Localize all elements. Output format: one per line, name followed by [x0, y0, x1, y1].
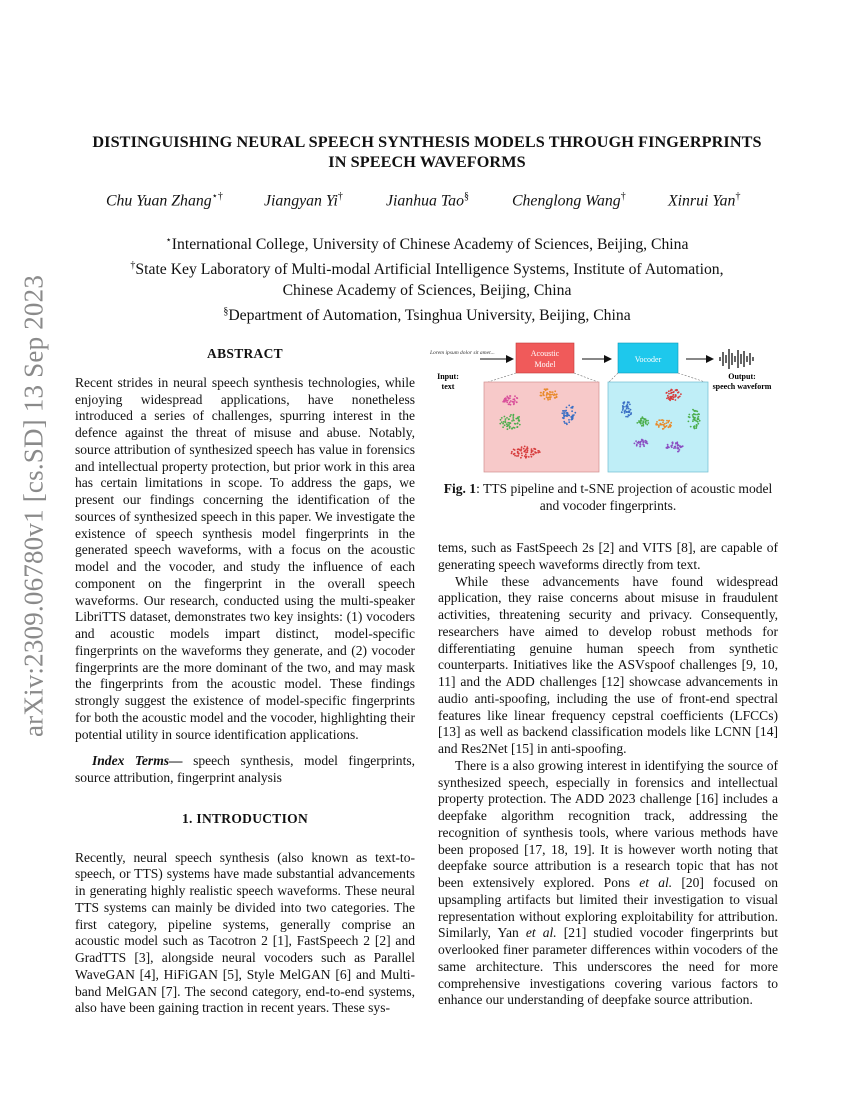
tsne-point: [668, 393, 670, 395]
tsne-point: [504, 424, 506, 426]
tsne-point: [666, 398, 668, 400]
tsne-point: [670, 422, 672, 424]
tsne-point: [689, 416, 691, 418]
tsne-point: [626, 411, 628, 413]
tsne-point: [648, 422, 650, 424]
tsne-point: [501, 421, 503, 423]
figure-1-caption: [438, 480, 778, 514]
tsne-point: [693, 410, 695, 412]
tsne-point: [693, 419, 695, 421]
tsne-point: [518, 420, 520, 422]
tsne-point: [502, 401, 504, 403]
tsne-point: [518, 453, 520, 455]
tsne-point: [504, 416, 506, 418]
tsne-point: [643, 418, 645, 420]
tsne-point: [568, 419, 570, 421]
tsne-point: [509, 402, 511, 404]
tsne-point: [526, 446, 528, 448]
tsne-point: [518, 416, 520, 418]
tsne-point: [676, 389, 678, 391]
tsne-point: [672, 441, 674, 443]
tsne-point: [561, 412, 563, 414]
tsne-point: [524, 455, 526, 457]
tsne-point: [671, 446, 673, 448]
tsne-point: [678, 391, 680, 393]
tsne-point: [638, 420, 640, 422]
tsne-point: [519, 424, 521, 426]
tsne-point: [621, 411, 623, 413]
tsne-point: [666, 392, 668, 394]
tsne-point: [646, 441, 648, 443]
abstract-section: [75, 346, 415, 1017]
tsne-point: [667, 395, 669, 397]
tsne-point: [531, 451, 533, 453]
tsne-point: [538, 450, 540, 452]
tsne-point: [677, 448, 679, 450]
tsne-point: [513, 453, 515, 455]
tsne-point: [527, 450, 529, 452]
tsne-point: [636, 422, 638, 424]
affiliations: [70, 230, 784, 327]
tsne-point: [675, 395, 677, 397]
tsne-point: [542, 392, 544, 394]
tsne-point: [513, 420, 515, 422]
tsne-point: [521, 446, 523, 448]
tsne-point: [546, 392, 548, 394]
tsne-point: [625, 405, 627, 407]
tsne-point: [670, 392, 672, 394]
figure-output-label-2: speech waveform: [712, 382, 772, 391]
author-4: Chenglong Wang†: [512, 191, 626, 210]
tsne-point: [688, 414, 690, 416]
tsne-point: [499, 423, 501, 425]
tsne-point: [680, 445, 682, 447]
tsne-point: [514, 427, 516, 429]
tsne-point: [635, 440, 637, 442]
intro-heading: 1. INTRODUCTION: [181, 810, 308, 826]
tsne-point: [514, 398, 516, 400]
tsne-point: [531, 456, 533, 458]
affiliation-1: ⋆International College, University of Chinese Academy of Sciences, Beijing, China: [165, 235, 689, 254]
tsne-point: [624, 409, 626, 411]
tsne-point: [688, 421, 690, 423]
tsne-point: [627, 416, 629, 418]
tsne-point: [694, 420, 696, 422]
tsne-point: [504, 400, 506, 402]
tsne-point: [544, 398, 546, 400]
tsne-point: [666, 422, 668, 424]
affiliation-2-cont: Chinese Academy of Sciences, Beijing, China: [282, 282, 572, 300]
index-terms: [75, 753, 415, 787]
tsne-point: [697, 423, 699, 425]
tsne-point: [507, 428, 509, 430]
tsne-point: [512, 415, 514, 417]
tsne-point: [677, 397, 679, 399]
index-terms-text: speech synthesis, model fingerprints, source attribution, fingerprint analysis: [75, 753, 415, 785]
tsne-point: [507, 425, 509, 427]
tsne-point: [547, 399, 549, 401]
tsne-point: [642, 420, 644, 422]
tsne-point: [553, 395, 555, 397]
figure-output-label-1: Output:: [728, 372, 756, 381]
tsne-point: [554, 397, 556, 399]
tsne-point: [668, 426, 670, 428]
tsne-point: [678, 445, 680, 447]
tsne-point: [526, 456, 528, 458]
tsne-point: [524, 450, 526, 452]
tsne-point: [698, 416, 700, 418]
tsne-point: [547, 388, 549, 390]
tsne-point: [666, 447, 668, 449]
tsne-point: [675, 399, 677, 401]
author-5: Xinrui Yan†: [668, 191, 741, 210]
tsne-point: [520, 448, 522, 450]
tsne-point: [628, 412, 630, 414]
tsne-point: [533, 448, 535, 450]
tsne-point: [671, 389, 673, 391]
tsne-point: [643, 445, 645, 447]
tsne-point: [624, 412, 626, 414]
abstract-body: Recent strides in neural speech synthesis technologies, while enjoying widespread applications, have nonetheless introduced a series of challenges, spurring interest in the defence against the threat of misuse and abuse. Notably, source attribution of synthesized speech has value in forensics and intellectual property protection, but prior work in this area has certain limitations in scope. To address the gaps, we present our findings concerning the identification of the sources of synthesized speech in this paper. We investigate the existence of speech synthesis model fingerprints in the generated speech waveforms, with a focus on the acoustic model and the vocoder, and study the influence of each component on the fingerprint in the overall speech waveforms. Our research, conducted using the multi-speaker LibriTTS dataset, demonstrates two key insights: (1) vocoders and acoustic models impart distinct, model-specific fingerprints on the waveforms they generate, and (2) vocoder fingerprints are the more dominant of the two, and may mask the fingerprints from the acoustic model. These findings strongly suggest the existence of model-specific fingerprints for both the acoustic model and the vocoder, highlighting their potential utility in source identification applications.: [75, 374, 415, 742]
tsne-point: [682, 445, 684, 447]
tsne-point: [512, 416, 514, 418]
tsne-point: [639, 442, 641, 444]
tsne-point: [501, 417, 503, 419]
author-list: [70, 191, 784, 215]
tsne-point: [680, 393, 682, 395]
title-line-2: IN SPEECH WAVEFORMS: [328, 152, 526, 171]
tsne-point: [509, 422, 511, 424]
tsne-point: [690, 426, 692, 428]
tsne-point: [550, 396, 552, 398]
tsne-point: [630, 412, 632, 414]
tsne-point: [697, 418, 699, 420]
tsne-point: [574, 412, 576, 414]
figure-input-text: Lorem ipsum dolor sit amet...: [430, 350, 495, 356]
tsne-point: [623, 403, 625, 405]
caption-text: : TTS pipeline and t-SNE projection of acoustic model and vocoder fingerprints.: [476, 481, 773, 513]
tsne-point: [626, 403, 628, 405]
tsne-point: [658, 419, 660, 421]
tsne-point: [520, 450, 522, 452]
tsne-point: [521, 455, 523, 457]
tsne-point: [568, 405, 570, 407]
tsne-point: [523, 448, 525, 450]
tsne-point: [623, 406, 625, 408]
tsne-point: [502, 426, 504, 428]
tsne-point: [552, 391, 554, 393]
tsne-point: [504, 420, 506, 422]
tsne-point: [660, 419, 662, 421]
tsne-point: [695, 410, 697, 412]
paper-title: [70, 133, 784, 172]
tsne-point: [646, 424, 648, 426]
tsne-point: [565, 410, 567, 412]
tsne-point: [532, 450, 534, 452]
tsne-point: [627, 401, 629, 403]
tsne-point: [563, 414, 565, 416]
tsne-point: [672, 396, 674, 398]
tsne-point: [640, 423, 642, 425]
tsne-point: [566, 414, 568, 416]
tsne-point: [570, 416, 572, 418]
tsne-point: [647, 443, 649, 445]
tsne-point: [531, 448, 533, 450]
tsne-point: [571, 410, 573, 412]
acoustic-model-label-2: Model: [534, 360, 556, 369]
tsne-point: [626, 408, 628, 410]
tsne-point: [659, 424, 661, 426]
tsne-point: [568, 421, 570, 423]
tsne-point: [511, 427, 513, 429]
tts-pipeline-diagram: [428, 338, 788, 478]
tsne-point: [508, 403, 510, 405]
waveform-icon: [720, 349, 753, 369]
tsne-point: [556, 396, 558, 398]
tsne-point: [645, 422, 647, 424]
tsne-point: [540, 395, 542, 397]
tsne-point: [699, 420, 701, 422]
tsne-point: [525, 454, 527, 456]
affiliation-2: †State Key Laboratory of Multi-modal Artificial Intelligence Systems, Institute of Automation,: [130, 260, 724, 279]
tsne-point: [566, 412, 568, 414]
tsne-point: [634, 443, 636, 445]
tsne-point: [526, 451, 528, 453]
tsne-point: [629, 404, 631, 406]
tsne-point: [516, 426, 518, 428]
tsne-point: [563, 416, 565, 418]
tsne-point: [673, 391, 675, 393]
tsne-point: [624, 401, 626, 403]
tsne-point: [505, 397, 507, 399]
tsne-point: [506, 396, 508, 398]
tsne-point: [658, 426, 660, 428]
tsne-point: [630, 409, 632, 411]
tsne-point: [543, 395, 545, 397]
tsne-point: [505, 418, 507, 420]
tsne-point: [628, 415, 630, 417]
tsne-point: [656, 421, 658, 423]
tsne-point: [666, 425, 668, 427]
tsne-point: [514, 400, 516, 402]
tsne-point: [535, 452, 537, 454]
tsne-point: [549, 399, 551, 401]
tsne-point: [511, 420, 513, 422]
tsne-point: [521, 452, 523, 454]
tsne-point: [664, 426, 666, 428]
tsne-point: [697, 421, 699, 423]
tsne-point: [510, 400, 512, 402]
tsne-point: [640, 420, 642, 422]
author-3: Jianhua Tao§: [386, 191, 469, 210]
tsne-point: [548, 393, 550, 395]
tsne-point: [554, 390, 556, 392]
tsne-point: [537, 452, 539, 454]
tsne-point: [641, 440, 643, 442]
abstract-heading: ABSTRACT: [207, 346, 283, 361]
tsne-point: [563, 418, 565, 420]
tsne-point: [509, 427, 511, 429]
tsne-point: [508, 418, 510, 420]
figure-input-label-2: text: [441, 382, 455, 391]
tsne-point: [509, 395, 511, 397]
figure-input-label-1: Input:: [437, 372, 459, 381]
tsne-point: [507, 400, 509, 402]
tsne-point: [514, 455, 516, 457]
tsne-point: [694, 417, 696, 419]
tsne-point: [514, 423, 516, 425]
tsne-point: [549, 391, 551, 393]
tsne-point: [509, 416, 511, 418]
tsne-point: [625, 416, 627, 418]
tsne-point: [643, 441, 645, 443]
tsne-point: [517, 451, 519, 453]
tsne-point: [524, 446, 526, 448]
tsne-point: [677, 451, 679, 453]
tsne-point: [517, 422, 519, 424]
tsne-point: [506, 417, 508, 419]
tsne-point: [666, 420, 668, 422]
tsne-point: [564, 422, 566, 424]
right-paragraph-2: There is a also growing interest in identifying the source of synthesized speech, especially in forensics and intellectual property protection. The ADD 2023 challenge [16] includes a deepfake algorithm recognition track, addressing the recognition of synthesis tools, where various methods have been proposed [17, 18, 19]. It is however worth noting that deepfake source attribution is a research topic that has not been extensively explored. Pons et al. [20] focused on upsampling artifacts but limited their investigation to visual representation without exploring exploitability for attribution. Similarly, Yan et al. [21] studied vocoder fingerprints but overlooked finer parameter differences within vocoders of the same architecture. This underscores the need for more comprehensive investigations covering various factors to enhance our understanding of deepfake source attribution.: [438, 757, 779, 1008]
tsne-point: [663, 420, 665, 422]
intro-paragraph-1: Recently, neural speech synthesis (also known as text-to-speech, or TTS) systems have made substantial advancements in generating highly realistic speech waveforms. These neural TTS systems can mainly be divided into two categories. The first category, pipeline systems, generally comprise an acoustic model such as Tacotron 2 [1], FastSpeech 2 [2] and GradTTS [3], alongside neural vocoders such as Parallel WaveGAN [4], HiFiGAN [5], Style MelGAN [6] and Multi-band MelGAN [7]. The second category, end-to-end systems, also have been gaining traction in recent years. These sys-: [75, 849, 415, 1016]
tsne-point: [528, 456, 530, 458]
tsne-point: [669, 426, 671, 428]
tsne-point: [545, 390, 547, 392]
tsne-point: [527, 448, 529, 450]
tsne-point: [540, 392, 542, 394]
tsne-point: [674, 446, 676, 448]
tsne-point: [520, 457, 522, 459]
tsne-point: [562, 410, 564, 412]
tsne-point: [663, 424, 665, 426]
author-2: Jiangyan Yi†: [264, 191, 343, 210]
tsne-point: [516, 397, 518, 399]
author-1: Chu Yuan Zhang⋆†: [106, 191, 223, 210]
right-paragraph-1: While these advancements have found widespread application, they raise concerns about misuse in fraudulent activities, threatening security and privacy. Consequently, researchers have aimed to develop robust methods for differentiating genuine human speech from synthetic counterparts. Initiatives like the ASVspoof challenges [9, 10, 11] and the ADD challenges [12] showcase advancements in audio anti-spoofing, including the use of front-end spectral features like linear frequency cepstral coefficients (LFCCs) [13] as well as backend classification models like LCNN [14] and Res2Net [15] in anti-spoofing.: [438, 573, 778, 756]
tsne-point: [514, 395, 516, 397]
tsne-point: [636, 445, 638, 447]
tsne-point: [568, 415, 570, 417]
index-terms-label: Index Terms—: [92, 753, 183, 769]
acoustic-model-label-1: Acoustic: [530, 349, 560, 358]
tsne-point: [663, 428, 665, 430]
tsne-point: [642, 424, 644, 426]
tsne-point: [572, 407, 574, 409]
arxiv-identifier[interactable]: arXiv:2309.06780v1 [cs.SD] 13 Sep 2023: [18, 274, 49, 738]
tsne-point: [669, 424, 671, 426]
tsne-point: [647, 420, 649, 422]
tsne-point: [502, 423, 504, 425]
tsne-point: [622, 408, 624, 410]
tsne-point: [511, 453, 513, 455]
tsne-point: [513, 403, 515, 405]
tsne-point: [518, 448, 520, 450]
tsne-point: [503, 421, 505, 423]
tsne-point: [668, 420, 670, 422]
vocoder-label: Vocoder: [634, 355, 662, 364]
tsne-point: [628, 408, 630, 410]
tsne-point: [550, 394, 552, 396]
tsne-point: [667, 444, 669, 446]
tsne-point: [698, 413, 700, 415]
caption-label: Fig. 1: [443, 481, 477, 496]
tsne-point: [639, 446, 641, 448]
tsne-point: [533, 453, 535, 455]
affiliation-3: §Department of Automation, Tsinghua University, Beijing, China: [223, 306, 631, 325]
tsne-point: [500, 419, 502, 421]
tsne-point: [668, 398, 670, 400]
tsne-point: [668, 447, 670, 449]
tsne-point: [692, 420, 694, 422]
tsne-point: [672, 398, 674, 400]
tsne-point: [509, 397, 511, 399]
tsne-point: [572, 418, 574, 420]
tsne-point: [513, 449, 515, 451]
tsne-point: [693, 427, 695, 429]
title-line-1: DISTINGUISHING NEURAL SPEECH SYNTHESIS MODELS THROUGH FINGERPRINTS: [92, 133, 762, 151]
arxiv-sidebar: [12, 274, 56, 738]
tsne-point: [555, 394, 557, 396]
tsne-point: [656, 424, 658, 426]
right-column: [438, 540, 778, 1009]
tsne-point: [510, 414, 512, 416]
tsne-point: [696, 425, 698, 427]
tsne-point: [516, 401, 518, 403]
tsne-point: [566, 407, 568, 409]
tsne-point: [676, 443, 678, 445]
tsne-point: [640, 418, 642, 420]
tsne-point: [694, 414, 696, 416]
tsne-point: [640, 444, 642, 446]
tsne-point: [511, 451, 513, 453]
tsne-point: [662, 422, 664, 424]
tsne-point: [566, 423, 568, 425]
tsne-point: [506, 402, 508, 404]
tsne-point: [530, 454, 532, 456]
right-paragraph-0: tems, such as FastSpeech 2s [2] and VITS [8], are capable of generating speech waveforms directly from text.: [438, 540, 778, 572]
figure-1: [428, 338, 788, 478]
tsne-point: [548, 397, 550, 399]
tsne-point: [668, 390, 670, 392]
tsne-point: [517, 455, 519, 457]
tsne-point: [512, 401, 514, 403]
tsne-point: [546, 394, 548, 396]
